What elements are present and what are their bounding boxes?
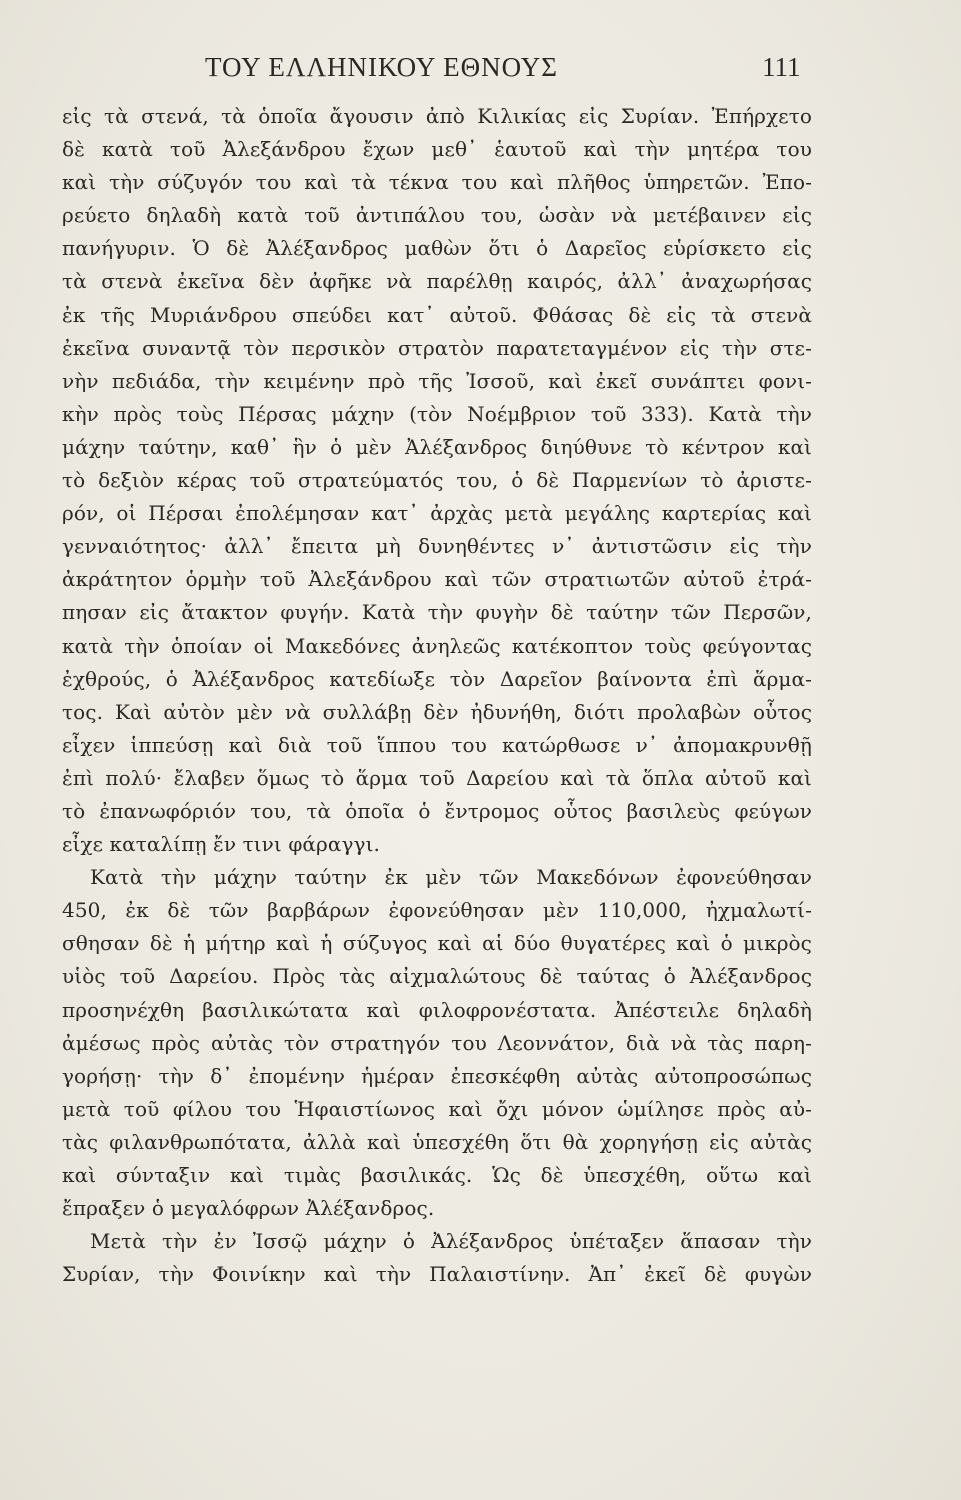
running-head: ΤΟΥ ΕΛΛΗΝΙΚΟΥ ΕΘΝΟΥΣ [205, 52, 558, 82]
page-header [0, 52, 961, 92]
text-line: μάχην ταύτην, καθ᾽ ἣν ὁ μὲν Ἀλέξανδρος διηύθυνε τὸ κέντρον καὶ [62, 434, 812, 459]
text-line: τὸ δεξιὸν κέρας τοῦ στρατεύματός του, ὁ δὲ Παρμενίων τὸ ἀριστε- [62, 468, 812, 493]
page-number: 111 [762, 52, 801, 82]
text-line: κὴν πρὸς τοὺς Πέρσας μάχην (τὸν Νοέμβριον τοῦ 333). Κατὰ τὴν [62, 401, 812, 426]
text-line: τος. Καὶ αὐτὸν μὲν νὰ συλλάβῃ δὲν ἠδυνήθη, διότι προλαβὼν οὗτος [62, 699, 812, 724]
paragraph-end-line: ἔπραξεν ὁ μεγαλόφρων Ἀλέξανδρος. [62, 1196, 435, 1221]
text-line: τὸ ἐπανωφόριόν του, τὰ ὁποῖα ὁ ἔντρομος οὗτος βασιλεὺς φεύγων [62, 798, 812, 823]
text-line: τὰς φιλανθρωπότατα, ἀλλὰ καὶ ὑπεσχέθη ὅτι θὰ χορηγήσῃ εἰς αὐτὰς [62, 1129, 812, 1154]
text-line: πανήγυριν. Ὁ δὲ Ἀλέξανδρος μαθὼν ὅτι ὁ Δαρεῖος εὑρίσκετο εἰς [62, 236, 812, 261]
text-line: ἐκεῖνα συναντᾷ τὸν περσικὸν στρατὸν παρατεταγμένον εἰς τὴν στε- [62, 335, 812, 360]
text-line: εἶχεν ἱππεύσῃ καὶ διὰ τοῦ ἵππου του κατώρθωσε ν᾽ ἀπομακρυνθῇ [62, 732, 812, 757]
paragraph-start-line: Μετὰ τὴν ἐν Ἰσσῷ μάχην ὁ Ἀλέξανδρος ὑπέταξεν ἅπασαν τὴν [90, 1229, 812, 1254]
text-line: δὲ κατὰ τοῦ Ἀλεξάνδρου ἔχων μεθ᾽ ἑαυτοῦ καὶ τὴν μητέρα του [62, 137, 812, 162]
text-line: τὰ στενὰ ἐκεῖνα δὲν ἀφῆκε νὰ παρέλθῃ καιρός, ἀλλ᾽ ἀναχωρήσας [62, 269, 812, 294]
text-line: γενναιότητος· ἀλλ᾽ ἔπειτα μὴ δυνηθέντες ν᾽ ἀντιστῶσιν εἰς τὴν [62, 534, 812, 559]
text-line: υἱὸς τοῦ Δαρείου. Πρὸς τὰς αἰχμαλώτους δὲ ταύτας ὁ Ἀλέξανδρος [62, 964, 812, 989]
text-line: μετὰ τοῦ φίλου του Ἡφαιστίωνος καὶ ὄχι μόνον ὡμίλησε πρὸς αὐ- [62, 1096, 812, 1121]
paragraph-start-line: Κατὰ τὴν μάχην ταύτην ἐκ μὲν τῶν Μακεδόνων ἐφονεύθησαν [90, 865, 812, 890]
text-line: Συρίαν, τὴν Φοινίκην καὶ τὴν Παλαιστίνην. Ἀπ᾽ ἐκεῖ δὲ φυγὼν [62, 1262, 812, 1287]
text-line: εἰς τὰ στενά, τὰ ὁποῖα ἄγουσιν ἀπὸ Κιλικίας εἰς Συρίαν. Ἐπήρχετο [62, 104, 812, 128]
text-line: καὶ τὴν σύζυγόν του καὶ τὰ τέκνα του καὶ πλῆθος ὑπηρετῶν. Ἐπο- [62, 170, 812, 195]
text-line: 450, ἐκ δὲ τῶν βαρβάρων ἐφονεύθησαν μὲν 110,000, ἠχμαλωτί- [62, 898, 812, 923]
text-line: ἐχθρούς, ὁ Ἀλέξανδρος κατεδίωξε τὸν Δαρεῖον βαίνοντα ἐπὶ ἅρμα- [62, 666, 812, 691]
text-line: ἐπὶ πολύ· ἔλαβεν ὅμως τὸ ἅρμα τοῦ Δαρείου καὶ τὰ ὅπλα αὐτοῦ καὶ [62, 765, 812, 790]
text-line: ἀμέσως πρὸς αὐτὰς τὸν στρατηγόν του Λεοννάτον, διὰ νὰ τὰς παρη- [62, 1030, 812, 1055]
text-line: σθησαν δὲ ἡ μήτηρ καὶ ἡ σύζυγος καὶ αἱ δύο θυγατέρες καὶ ὁ μικρὸς [62, 931, 812, 956]
text-line: πησαν εἰς ἄτακτον φυγήν. Κατὰ τὴν φυγὴν δὲ ταύτην τῶν Περσῶν, [62, 600, 812, 625]
text-line: καὶ σύνταξιν καὶ τιμὰς βασιλικάς. Ὡς δὲ ὑπεσχέθη, οὕτω καὶ [62, 1163, 812, 1187]
text-line: ἀκράτητον ὁρμὴν τοῦ Ἀλεξάνδρου καὶ τῶν στρατιωτῶν αὐτοῦ ἐτρά- [62, 567, 812, 592]
text-line: ἐκ τῆς Μυριάνδρου σπεύδει κατ᾽ αὐτοῦ. Φθάσας δὲ εἰς τὰ στενὰ [62, 302, 812, 327]
text-line: κατὰ τὴν ὁποίαν οἱ Μακεδόνες ἀνηλεῶς κατέκοπτον τοὺς φεύγοντας [62, 633, 812, 658]
text-line: ρόν, οἱ Πέρσαι ἐπολέμησαν κατ᾽ ἀρχὰς μετὰ μεγάλης καρτερίας καὶ [62, 501, 812, 526]
text-line: γορήσῃ· τὴν δ᾽ ἐπομένην ἡμέραν ἐπεσκέφθη αὐτὰς αὐτοπροσώπως [62, 1063, 812, 1088]
text-line: ρεύετο δηλαδὴ κατὰ τοῦ ἀντιπάλου του, ὡσὰν νὰ μετέβαινεν εἰς [62, 203, 812, 228]
body-text [62, 100, 812, 1291]
text-line: προσηνέχθη βασιλικώτατα καὶ φιλοφρονέστατα. Ἀπέστειλε δηλαδὴ [62, 997, 812, 1022]
paragraph-end-line: εἶχε καταλίπῃ ἔν τινι φάραγγι. [62, 832, 381, 857]
text-line: νὴν πεδιάδα, τὴν κειμένην πρὸ τῆς Ἰσσοῦ, καὶ ἐκεῖ συνάπτει φονι- [62, 368, 812, 393]
